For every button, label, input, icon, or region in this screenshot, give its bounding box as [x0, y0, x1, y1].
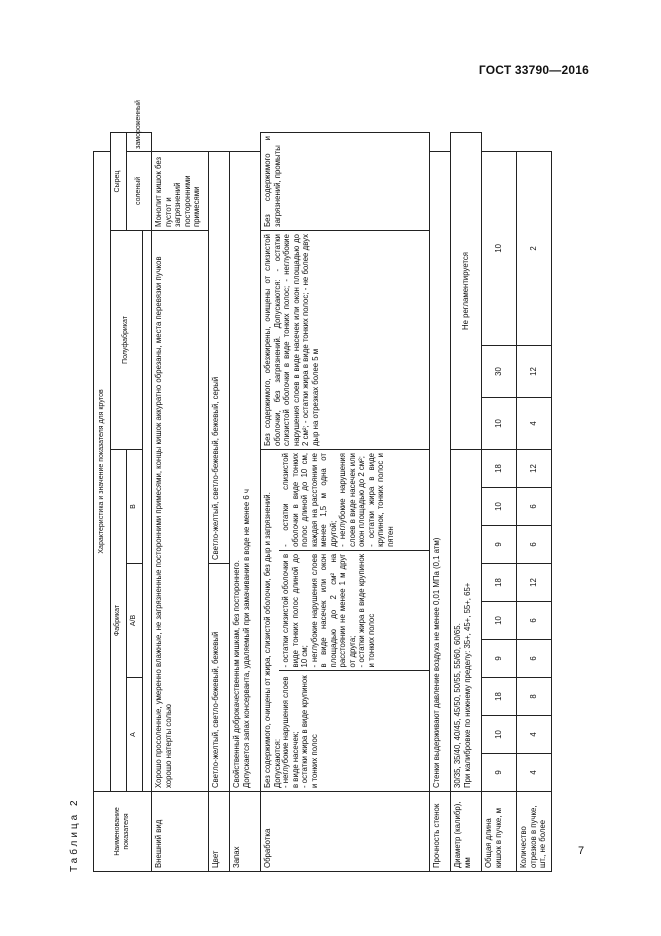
processing-b-item: - остатки слизистой оболочки в виде тонких полос длиной до 10 см, каждая на расстоянии не менее 1,5 м одна от другой; [281, 453, 338, 547]
processing-a-item: - неглубокие нарушения слоев в виде насечек; [281, 676, 300, 788]
header-spacer [143, 231, 152, 792]
pieces-cell: 12 [517, 564, 552, 602]
row-strength [430, 133, 451, 872]
header-grade-a: А [127, 678, 143, 792]
length-cell: 10 [482, 716, 517, 754]
pieces-cell: 8 [517, 678, 552, 716]
row-name: Общая длина кишок в пучке, м [482, 792, 517, 872]
pieces-cell: 6 [517, 526, 552, 564]
row-name: Запах [230, 792, 261, 872]
processing-b-item: - остатки жира в виде крупинок, тонких полос и пятен [366, 453, 395, 547]
length-cell: 9 [482, 526, 517, 564]
processing-ab-item: - неглубокие нарушения слоев в виде насечек или окон площадью до 2 см² на расстоянии не менее 1 м друг от друга; [309, 553, 357, 668]
row-length [482, 133, 517, 872]
header-grade-b: В [127, 450, 143, 564]
diameter-value [451, 450, 482, 792]
processing-semi: Без содержимого, обезжирены, очищены от слизистой оболочки, без загрязнений. Допускаются: - остатки слизистой оболочки в виде тонких полос; - неглубокие нарушения слоев в виде насечек или окон площадью до 2 см²; - остатки жира в виде тонких полос; - не более двух дыр на отрезках более 5 м [261, 231, 430, 450]
header-salted: соленый [127, 151, 152, 230]
diameter-line-1: 30/35, 35/40, 40/45, 45/50, 50/55, 55/60, 60/65. [453, 623, 462, 788]
pieces-cell: 4 [517, 398, 552, 450]
processing-intro: Без содержимого, очищены от жира, слизистой оболочки, без дыр и загрязнений. Допускаются: [263, 492, 282, 788]
pieces-cell: 2 [517, 151, 552, 345]
length-cell: 18 [482, 450, 517, 488]
diameter-line-2: При калибровке по нижнему пределу: 35+, 45+, 55+, 65+ [462, 582, 472, 788]
pieces-cell: 4 [517, 716, 552, 754]
header-characteristics: Характеристика и значение показателя для кругов [94, 151, 111, 791]
smell-line-2: Допускается запах консерванта, удаляемый при замачивании в воде не менее 6 ч [241, 489, 251, 788]
standard-number: ГОСТ 33790—2016 [478, 63, 589, 77]
length-cell: 10 [482, 488, 517, 526]
length-cell: 10 [482, 602, 517, 640]
processing-a-item: - остатки жира в виде крупинок и тонких полос [300, 675, 319, 788]
pieces-cell: 6 [517, 488, 552, 526]
pieces-cell: 12 [517, 346, 552, 398]
page-number: 7 [578, 845, 585, 857]
row-processing [261, 133, 430, 872]
pieces-cell: 6 [517, 640, 552, 678]
row-diameter [451, 133, 482, 872]
row-color [209, 133, 230, 872]
smell-line-1: Свойственный доброкачественным кишкам, без постороннего. [232, 560, 241, 788]
header-row-1 [94, 133, 111, 872]
row-pieces [517, 133, 552, 872]
row-name: Внешний вид [152, 792, 209, 872]
strength-value: Стенки выдерживают давление воздуха не менее 0,01 МПа (0,1 атм) [430, 151, 451, 791]
processing-b-item: - неглубокие нарушения слоев в виде насечек или окон площадью до 2 см²; [338, 453, 366, 547]
header-row-4 [143, 133, 152, 872]
processing-ab [279, 550, 429, 671]
header-polufabrikat: Полуфабрикат [111, 231, 143, 450]
length-cell: 9 [482, 754, 517, 792]
pieces-cell: 12 [517, 450, 552, 488]
length-cell: 10 [482, 398, 517, 450]
length-cell: 30 [482, 346, 517, 398]
pieces-cell: 4 [517, 754, 552, 792]
color-rest: Светло-желтый, светло-бежевый, бежевый, серый [209, 151, 230, 563]
appearance-value: Хорошо просоленные, умеренно влажные, не загрязненные посторонними примесями, концы кишок аккуратно обрезаны, места перевязки пучков хорошо натерты солью [152, 231, 209, 792]
header-syrets: Сырец [111, 133, 127, 231]
row-appearance [152, 133, 209, 872]
processing-raw: Без содержимого и загрязнений, промыты [261, 133, 430, 231]
length-cell: 18 [482, 564, 517, 602]
processing-ab-item: - остатки жира в виде крупинок и тонких полос [357, 553, 376, 668]
header-fabrikat: Фабрикат [111, 450, 127, 792]
length-cell: 9 [482, 640, 517, 678]
row-name: Цвет [209, 792, 230, 872]
smell-value [230, 151, 261, 791]
table-caption: Таблица 2 [69, 797, 80, 872]
processing-ab-item: - остатки слизистой оболочки в виде тонких полос длиной до 10 см; [281, 553, 309, 668]
row-name: Количество отрезков в пучке, шт., не более [517, 792, 552, 872]
color-ab: Светло-желтый, светло-бежевый, бежевый [209, 564, 230, 792]
row-smell [230, 133, 261, 872]
characteristics-table [93, 100, 552, 872]
header-name-col: Наименование показателя [94, 792, 152, 872]
length-cell: 18 [482, 678, 517, 716]
header-frozen: замороженный [127, 133, 152, 152]
row-name: Прочность стенок [430, 792, 451, 872]
header-row-2 [111, 133, 127, 872]
rotated-table-area [69, 97, 564, 872]
length-cell: 10 [482, 151, 517, 345]
header-grade-ab: А/В [127, 564, 143, 678]
diameter-semi: Не регламентируется [451, 133, 482, 450]
row-name: Диаметр (калибр), мм [451, 792, 482, 872]
appearance-frozen: Монолит кишок без пустот и загрязнений посторонними примесями [152, 151, 209, 230]
row-name: Обработка [261, 792, 430, 872]
processing-b [279, 450, 429, 550]
processing-fabrikat [261, 450, 430, 792]
pieces-cell: 6 [517, 602, 552, 640]
processing-a [279, 671, 429, 791]
